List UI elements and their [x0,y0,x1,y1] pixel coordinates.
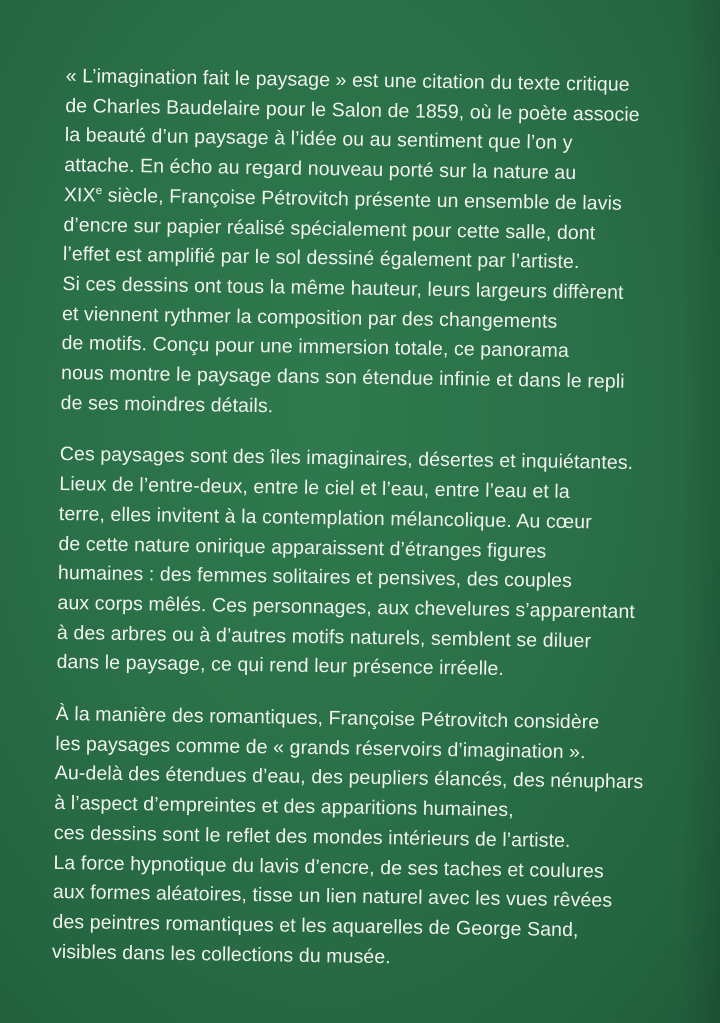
text-line: et viennent rythmer la composition par des changements [61,302,558,333]
text-line: de ses moindres détails. [60,391,274,418]
wall-edge-shadow [680,0,720,1023]
text-line: à l’aspect d’empreintes et des apparitions humaines, [54,792,514,822]
text-line: la beauté d’un paysage à l’idée ou au sentiment que l’on y [64,124,573,155]
paragraph-1 [60,62,696,428]
text-line: de motifs. Conçu pour une immersion totale, ce panorama [61,332,570,363]
text-line: des peintres romantiques et les aquarelles de George Sand, [52,910,579,942]
text-line: l’effet est amplifié par le sol dessiné également par l’artiste. [62,243,580,274]
text-line: nous montre le paysage dans son étendue infinie et dans le repli [60,361,625,393]
text-line: À la manière des romantiques, Françoise Pétrovitch considère [55,702,600,734]
text-line: humaines : des femmes solitaires et pensives, des couples [57,562,573,593]
text-line: les paysages comme de « grands réservoirs d’imagination ». [55,732,586,764]
paragraph-3 [52,700,686,977]
text-line: Ces paysages sont des îles imaginaires, désertes et inquiétantes. [59,443,634,475]
text-line: de Charles Baudelaire pour le Salon de 1859, où le poète associe [65,94,640,126]
text-line: La force hypnotique du lavis d’encre, de ses taches et coulures [53,851,604,883]
text-line: dans le paysage, ce qui rend leur présence irréelle. [56,651,505,681]
text-line: aux corps mêlés. Ces personnages, aux chevelures s’apparentant [57,591,636,623]
panel-text [52,62,696,977]
text-line: d’encre sur papier réalisé spécialement pour cette salle, dont [63,213,596,244]
text-line: Au-delà des étendues d’eau, des peupliers élancés, des nénuphars [54,762,644,794]
paragraph-2 [56,440,690,687]
text-line: Lieux de l’entre-deux, entre le ciel et l’eau, entre l’eau et la [59,473,570,504]
text-line: à des arbres ou à d’autres motifs naturels, semblent se diluer [56,621,592,652]
text-line: de cette nature onirique apparaissent d’étranges figures [58,532,547,563]
text-line: Si ces dessins ont tous la même hauteur, leurs largeurs diffèrent [62,272,624,304]
text-line: terre, elles invitent à la contemplation mélancolique. Au cœur [58,502,592,534]
text-line: visibles dans les collections du musée. [51,940,391,968]
text-line: aux formes aléatoires, tisse un lien naturel avec les vues rêvées [52,881,613,912]
text-line: « L’imagination fait le paysage » est une citation du texte critique [65,64,630,96]
text-line: ces dessins sont le reflet des mondes intérieurs de l’artiste. [53,821,571,852]
text-line: XIXe siècle, Françoise Pétrovitch présente un ensemble de lavis [63,183,623,215]
text-line: attache. En écho au regard nouveau porté sur la nature au [64,154,577,185]
